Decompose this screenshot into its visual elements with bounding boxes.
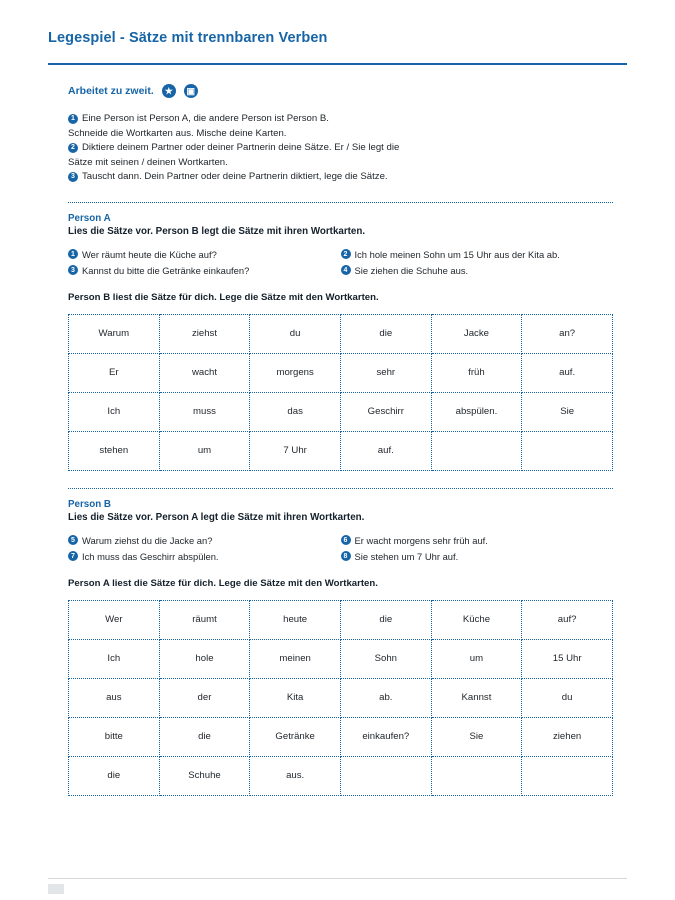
footer-divider <box>48 878 627 879</box>
footer-mark <box>48 884 64 894</box>
table-row <box>69 756 613 795</box>
person-a-label: Person A <box>68 212 111 224</box>
instruction-item <box>68 170 613 185</box>
table-row <box>69 431 613 470</box>
person-a-sentences <box>68 249 613 276</box>
word-card[interactable]: heute <box>250 600 341 639</box>
word-card-empty[interactable] <box>522 756 613 795</box>
sentence-text: Kannst du bitte die Getränke einkaufen? <box>82 264 250 276</box>
list-item <box>68 551 341 562</box>
word-card[interactable]: Er <box>69 353 160 392</box>
word-card[interactable]: räumt <box>159 600 250 639</box>
word-card[interactable]: ziehst <box>159 314 250 353</box>
step-number: 3 <box>68 172 78 182</box>
word-cards-table-a <box>68 314 613 471</box>
word-card[interactable]: aus. <box>250 756 341 795</box>
word-cards-table-b <box>68 600 613 796</box>
sentence-text: Warum ziehst du die Jacke an? <box>82 534 213 546</box>
word-card[interactable]: bitte <box>69 717 160 756</box>
word-card[interactable]: morgens <box>250 353 341 392</box>
sentence-number: 2 <box>341 249 351 259</box>
word-card[interactable]: ab. <box>340 678 431 717</box>
word-card[interactable]: die <box>340 314 431 353</box>
title-divider <box>48 63 627 65</box>
word-card[interactable]: an? <box>522 314 613 353</box>
sentence-text: Ich hole meinen Sohn um 15 Uhr aus der Kita ab. <box>354 248 560 260</box>
word-card[interactable]: Kannst <box>431 678 522 717</box>
sentence-number: 8 <box>341 551 351 561</box>
word-card-empty[interactable] <box>431 756 522 795</box>
sentence-number: 4 <box>341 265 351 275</box>
word-card[interactable]: Küche <box>431 600 522 639</box>
step-number: 2 <box>68 143 78 153</box>
worksheet-content <box>68 84 613 800</box>
word-card[interactable]: um <box>431 639 522 678</box>
sentence-text: Wer räumt heute die Küche auf? <box>82 248 217 260</box>
person-b-sentences <box>68 535 613 562</box>
instruction-item <box>68 112 613 141</box>
person-a-subtitle: Lies die Sätze vor. Person B legt die Sätze mit ihren Wortkarten. <box>68 225 366 237</box>
list-item <box>341 249 614 260</box>
list-item <box>68 265 341 276</box>
table-row <box>69 717 613 756</box>
word-card[interactable]: Wer <box>69 600 160 639</box>
instruction-text: Tauscht dann. Dein Partner oder deine Partnerin diktiert, lege die Sätze. <box>82 171 388 183</box>
person-b-task: Person A liest die Sätze für dich. Lege die Sätze mit den Wortkarten. <box>68 577 378 589</box>
list-item <box>68 249 341 260</box>
word-card[interactable]: stehen <box>69 431 160 470</box>
word-card[interactable]: auf. <box>522 353 613 392</box>
word-card[interactable]: aus <box>69 678 160 717</box>
word-card[interactable]: Sohn <box>340 639 431 678</box>
table-row <box>69 678 613 717</box>
word-card[interactable]: Ich <box>69 639 160 678</box>
word-card[interactable]: die <box>69 756 160 795</box>
word-card[interactable]: sehr <box>340 353 431 392</box>
instruction-text: Schneide die Wortkarten aus. Mische deine Karten. <box>68 127 287 139</box>
instruction-text: Diktiere deinem Partner oder deiner Partnerin deine Sätze. Er / Sie legt die <box>82 142 400 154</box>
section-divider <box>68 488 613 489</box>
word-card[interactable]: einkaufen? <box>340 717 431 756</box>
word-card[interactable]: Warum <box>69 314 160 353</box>
sentence-number: 5 <box>68 535 78 545</box>
person-b-label: Person B <box>68 498 112 510</box>
sentence-text: Sie stehen um 7 Uhr auf. <box>354 550 459 562</box>
word-card[interactable]: das <box>250 392 341 431</box>
word-card[interactable]: Schuhe <box>159 756 250 795</box>
word-card[interactable]: Getränke <box>250 717 341 756</box>
word-card[interactable]: ziehen <box>522 717 613 756</box>
sentence-number: 1 <box>68 249 78 259</box>
section-divider <box>68 202 613 203</box>
word-card[interactable]: du <box>250 314 341 353</box>
word-card[interactable]: Geschirr <box>340 392 431 431</box>
word-card[interactable]: muss <box>159 392 250 431</box>
list-item <box>341 535 614 546</box>
word-card[interactable]: um <box>159 431 250 470</box>
cards-icon: ▣ <box>184 84 198 98</box>
word-card[interactable]: Sie <box>431 717 522 756</box>
instruction-text: Eine Person ist Person A, die andere Person ist Person B. <box>82 113 329 124</box>
word-card[interactable]: 15 Uhr <box>522 639 613 678</box>
instruction-text: Sätze mit seinen / deinen Wortkarten. <box>68 156 228 168</box>
word-card[interactable]: Ich <box>69 392 160 431</box>
word-card[interactable]: auf? <box>522 600 613 639</box>
word-card[interactable]: früh <box>431 353 522 392</box>
word-card[interactable]: hole <box>159 639 250 678</box>
sentence-text: Ich muss das Geschirr abspülen. <box>82 550 219 562</box>
pair-work-label: Arbeitet zu zweit. <box>68 85 154 97</box>
table-row <box>69 639 613 678</box>
word-card-empty[interactable] <box>340 756 431 795</box>
table-row <box>69 600 613 639</box>
table-row <box>69 392 613 431</box>
list-item <box>341 265 614 276</box>
word-card[interactable]: der <box>159 678 250 717</box>
pair-work-header <box>68 84 613 98</box>
sentence-number: 7 <box>68 551 78 561</box>
word-card[interactable]: Kita <box>250 678 341 717</box>
word-card[interactable]: meinen <box>250 639 341 678</box>
word-card[interactable]: 7 Uhr <box>250 431 341 470</box>
section-person-a <box>68 213 613 471</box>
sentence-text: Sie ziehen die Schuhe aus. <box>354 264 469 276</box>
word-card[interactable]: Sie <box>522 392 613 431</box>
person-icon: ★ <box>162 84 176 98</box>
word-card[interactable]: du <box>522 678 613 717</box>
person-b-subtitle: Lies die Sätze vor. Person A legt die Sätze mit ihren Wortkarten. <box>68 511 365 523</box>
table-row <box>69 314 613 353</box>
section-person-b <box>68 499 613 796</box>
word-card-empty[interactable] <box>431 431 522 470</box>
page-title: Legespiel - Sätze mit trennbaren Verben <box>48 30 328 46</box>
instruction-item <box>68 141 613 170</box>
instructions-block <box>68 112 613 185</box>
word-card[interactable]: abspülen. <box>431 392 522 431</box>
word-card[interactable]: die <box>159 717 250 756</box>
sentence-number: 3 <box>68 265 78 275</box>
word-card[interactable]: auf. <box>340 431 431 470</box>
word-card[interactable]: Jacke <box>431 314 522 353</box>
word-card[interactable]: wacht <box>159 353 250 392</box>
word-card-empty[interactable] <box>522 431 613 470</box>
person-a-task: Person B liest die Sätze für dich. Lege die Sätze mit den Wortkarten. <box>68 291 379 303</box>
sentence-number: 6 <box>341 535 351 545</box>
word-card[interactable]: die <box>340 600 431 639</box>
table-row <box>69 353 613 392</box>
list-item <box>341 551 614 562</box>
step-number: 1 <box>68 114 78 124</box>
list-item <box>68 535 341 546</box>
sentence-text: Er wacht morgens sehr früh auf. <box>354 534 488 546</box>
